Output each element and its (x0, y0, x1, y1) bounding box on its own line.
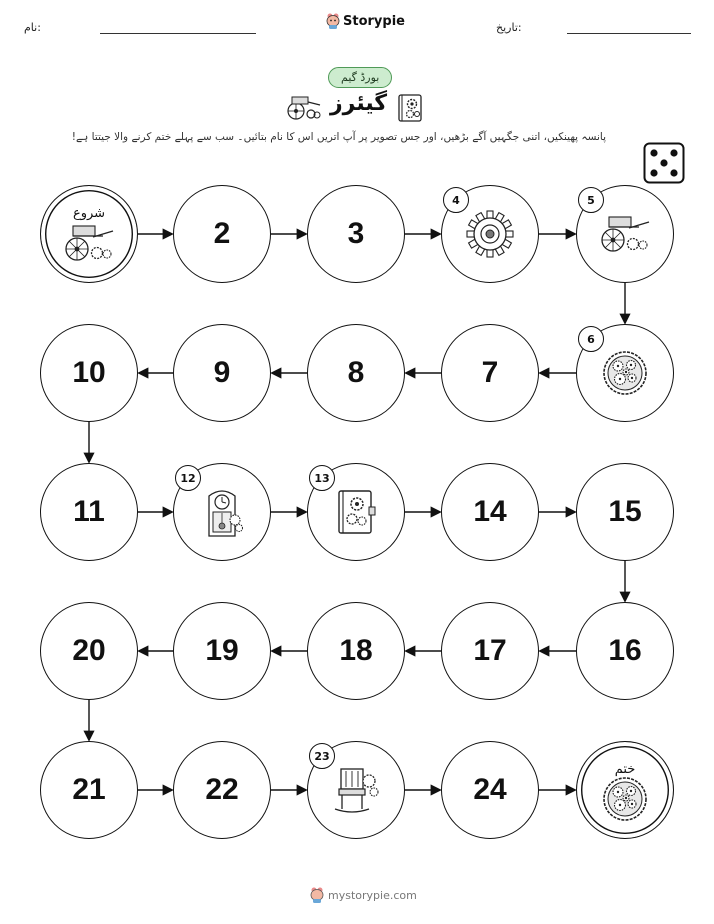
worksheet-title: گیئرز (330, 91, 388, 116)
board-space-20[interactable] (40, 602, 138, 700)
board-space-10[interactable] (40, 324, 138, 422)
space-number: 16 (608, 634, 642, 667)
board-space-19[interactable] (173, 602, 271, 700)
space-number: 2 (213, 217, 231, 250)
board-space-18[interactable] (307, 602, 405, 700)
grandfather-clock-icon (199, 486, 245, 538)
board-game-badge: بورڈ گیم (328, 67, 392, 88)
space-number-tag: 6 (578, 326, 604, 352)
space-number-tag: 23 (309, 743, 335, 769)
board-space-24[interactable] (441, 741, 539, 839)
board-space-2[interactable] (173, 185, 271, 283)
space-number: 15 (608, 495, 642, 528)
space-number: 3 (347, 217, 365, 250)
board-space-17[interactable] (441, 602, 539, 700)
gear-chair-icon (331, 765, 381, 815)
instructions: پانسہ پھینکیں، اتنی جگہیں آگے بڑھیں، اور جس تصویر پر آپ اتریں اس کا نام بتائیں۔ سب سے پہلے ختم کرنے والا جیتتا ہے! (71, 131, 606, 143)
start-label: شروع (72, 206, 106, 221)
date-label: تاریخ: (496, 21, 522, 34)
gear-cart-icon (63, 223, 115, 263)
gear-cart-icon (599, 214, 651, 254)
clockwork-icon (600, 348, 650, 398)
space-number: 7 (481, 356, 499, 389)
board-space-14[interactable] (441, 463, 539, 561)
clockwork-icon (600, 774, 650, 824)
board-space-16[interactable] (576, 602, 674, 700)
space-number: 19 (205, 634, 239, 667)
start-space[interactable] (40, 185, 138, 283)
board-space-8[interactable] (307, 324, 405, 422)
gear-book-icon (333, 487, 379, 537)
board-space-7[interactable] (441, 324, 539, 422)
space-number: 9 (213, 356, 231, 389)
space-number: 8 (347, 356, 365, 389)
space-number: 14 (473, 495, 507, 528)
space-number-tag: 4 (443, 187, 469, 213)
finish-label: ختم (614, 762, 636, 777)
footer-url[interactable]: mystorypie.com (328, 888, 417, 902)
space-number: 24 (473, 773, 507, 806)
storypie-logo-icon (310, 887, 324, 903)
space-number: 22 (205, 773, 239, 806)
space-number: 11 (73, 495, 105, 528)
space-number-tag: 12 (175, 465, 201, 491)
gear-icon (465, 209, 515, 259)
board-space-3[interactable] (307, 185, 405, 283)
board-space-22[interactable] (173, 741, 271, 839)
footer (310, 887, 417, 903)
space-number-tag: 13 (309, 465, 335, 491)
name-label: نام: (24, 21, 41, 34)
space-number: 18 (339, 634, 373, 667)
space-number: 21 (72, 773, 106, 806)
space-number: 20 (72, 634, 106, 667)
brand-name: Storypie (343, 13, 405, 29)
board-space-21[interactable] (40, 741, 138, 839)
board-space-11[interactable] (40, 463, 138, 561)
space-number: 17 (473, 634, 507, 667)
finish-space[interactable] (576, 741, 674, 839)
space-number-tag: 5 (578, 187, 604, 213)
board-space-9[interactable] (173, 324, 271, 422)
space-number: 10 (72, 356, 106, 389)
board-space-15[interactable] (576, 463, 674, 561)
